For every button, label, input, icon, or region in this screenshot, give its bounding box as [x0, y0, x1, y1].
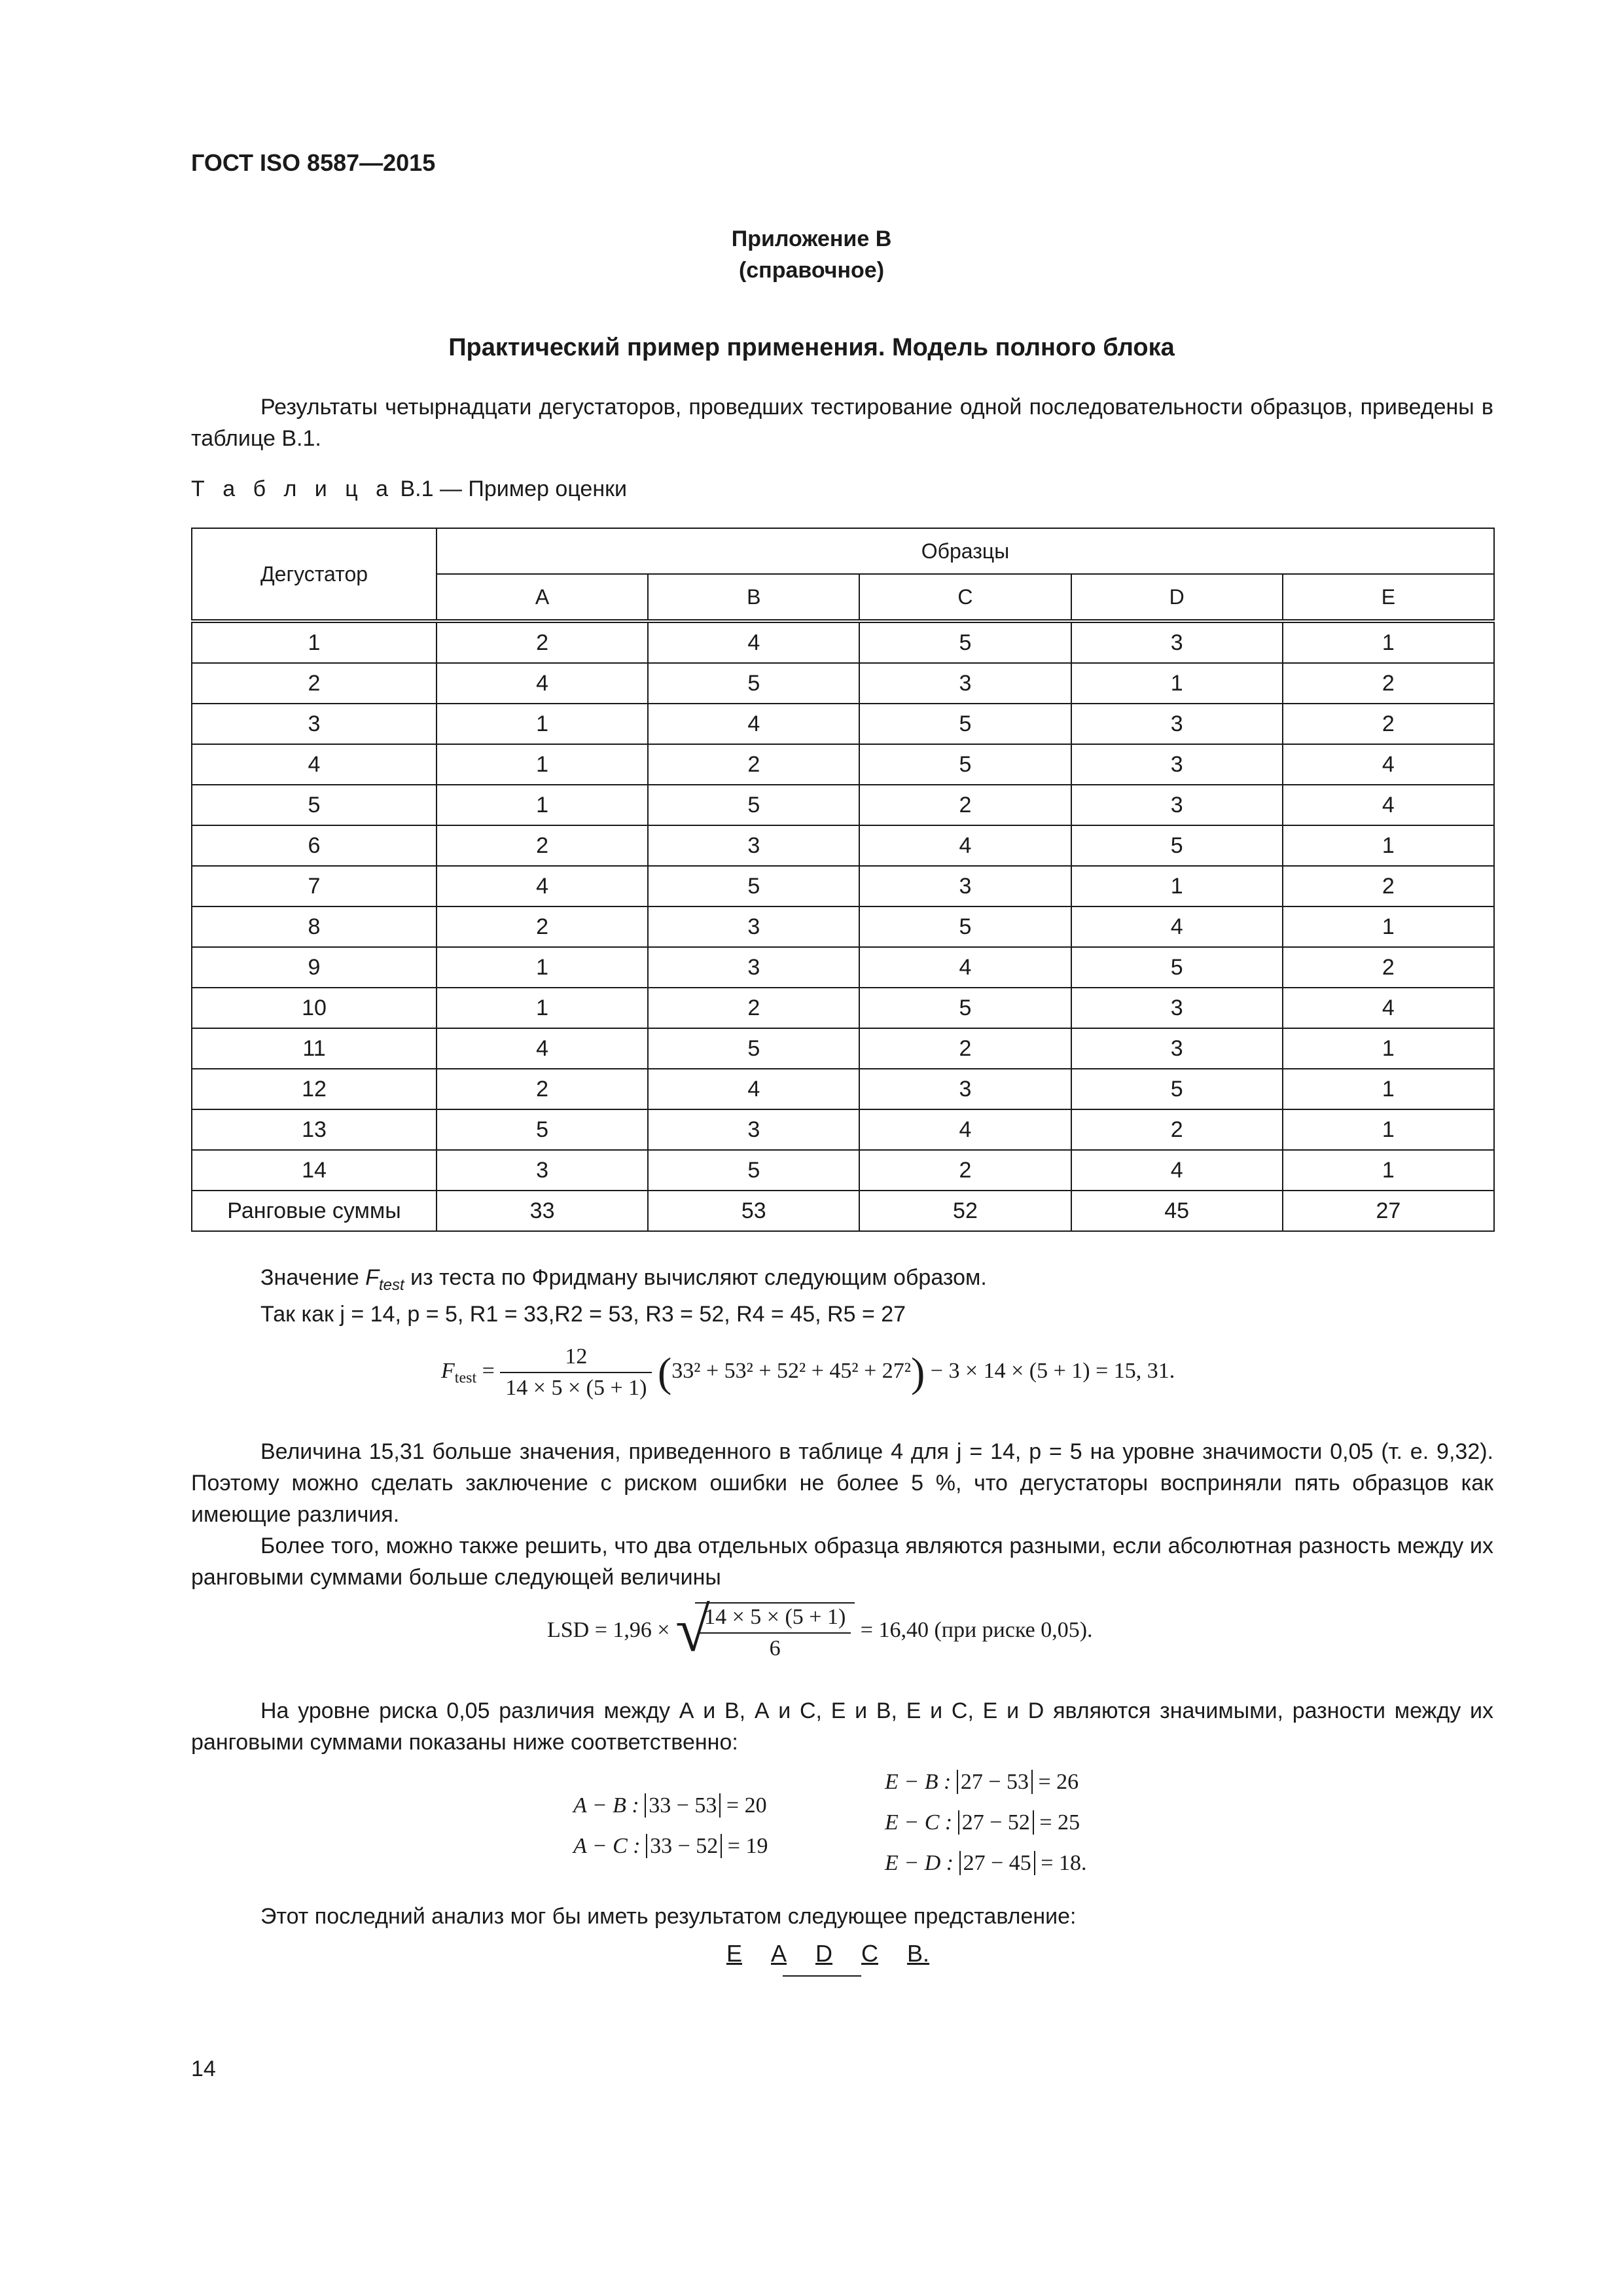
difference-result: = 19 [727, 1834, 768, 1858]
difference-line [885, 1843, 1086, 1884]
rank-cell: 1 [437, 744, 648, 785]
standard-number: ГОСТ ISO 8587—2015 [191, 149, 436, 176]
table-row [192, 621, 1494, 663]
rank-cell: 2 [1283, 866, 1494, 906]
taster-id-cell: 14 [192, 1150, 437, 1191]
table-caption-prefix: Т а б л и ц а [191, 476, 395, 501]
rank-cell: 1 [1283, 1028, 1494, 1069]
difference-result: = 18. [1041, 1851, 1087, 1875]
taster-id-cell: 2 [192, 663, 437, 704]
difference-line [573, 1785, 768, 1826]
rank-cell: 3 [1071, 1028, 1283, 1069]
rank-cell: 4 [1071, 906, 1283, 947]
annex-type: (справочное) [738, 258, 885, 283]
difference-pair: E − C : [885, 1810, 953, 1835]
rank-cell: 1 [1283, 1069, 1494, 1109]
rank-cell: 1 [1283, 1109, 1494, 1150]
formula-denominator: 14 × 5 × (5 + 1) [505, 1376, 647, 1400]
taster-id-cell: 10 [192, 988, 437, 1028]
rank-cell: 5 [1071, 947, 1283, 988]
rank-cell: 5 [859, 988, 1071, 1028]
difference-result: = 25 [1039, 1810, 1080, 1835]
differences-left [573, 1785, 768, 1867]
rank-cell: 5 [1071, 825, 1283, 866]
lsd-lhs: LSD = 1,96 × [547, 1617, 670, 1642]
rank-sum-cell: 33 [437, 1191, 648, 1231]
rank-cell: 2 [648, 988, 859, 1028]
taster-id-cell: 13 [192, 1109, 437, 1150]
rank-cell: 2 [1283, 947, 1494, 988]
table-caption-text: В.1 — Пример оценки [400, 476, 627, 501]
difference-result: = 26 [1038, 1770, 1079, 1794]
sample-header-cell: С [859, 574, 1071, 621]
rank-cell: 3 [648, 1109, 859, 1150]
rank-cell: 2 [1283, 663, 1494, 704]
rank-cell: 5 [648, 866, 859, 906]
taster-id-cell: 9 [192, 947, 437, 988]
ordering-sample: С [861, 1940, 879, 1967]
formula-numerator: 12 [500, 1344, 652, 1373]
rank-cell: 4 [1283, 744, 1494, 785]
difference-result: = 20 [726, 1793, 767, 1818]
rank-cell: 1 [1071, 663, 1283, 704]
rank-cell: 5 [859, 621, 1071, 663]
formula-lhs-symbol: F [441, 1358, 455, 1383]
rank-cell: 1 [437, 785, 648, 825]
table-row [192, 744, 1494, 785]
rank-cell: 4 [437, 866, 648, 906]
difference-pair: E − D : [885, 1851, 954, 1875]
difference-line [885, 1762, 1086, 1803]
rank-cell: 5 [648, 785, 859, 825]
taster-id-cell: 6 [192, 825, 437, 866]
taster-id-cell: 8 [192, 906, 437, 947]
parameters-line: Так как j = 14, p = 5, R1 = 33,R2 = 53, R3 = 52, R4 = 45, R5 = 27 [260, 1302, 906, 1327]
taster-column-header: Дегустатор [192, 528, 437, 621]
table-row [192, 947, 1494, 988]
rank-sum-cell: 52 [859, 1191, 1071, 1231]
rank-cell: 1 [1071, 866, 1283, 906]
rank-cell: 5 [859, 744, 1071, 785]
rank-cell: 4 [859, 1109, 1071, 1150]
page-number: 14 [191, 2056, 216, 2081]
formula-fraction [500, 1344, 652, 1401]
rank-cell: 3 [859, 663, 1071, 704]
rank-cell: 5 [859, 906, 1071, 947]
lsd-denominator: 6 [769, 1636, 781, 1660]
rank-cell: 3 [1071, 785, 1283, 825]
rank-cell: 2 [437, 1069, 648, 1109]
rank-cell: 5 [437, 1109, 648, 1150]
lsd-formula [547, 1594, 1093, 1664]
rank-cell: 2 [859, 1150, 1071, 1191]
taster-id-cell: 5 [192, 785, 437, 825]
formula-squares-sum: 33² + 53² + 52² + 45² + 27² [671, 1358, 911, 1383]
lsd-sqrt: √ $\frac{14 \times 5 \times (5 + 1)}{6}$ [675, 1602, 855, 1661]
rank-cell: 2 [437, 906, 648, 947]
taster-id-cell: 4 [192, 744, 437, 785]
rank-cell: 3 [1071, 621, 1283, 663]
rank-cell: 5 [648, 1028, 859, 1069]
ftest-subscript: test [379, 1276, 404, 1294]
ftest-intro-text-end: из теста по Фридману вычисляют следующим образом. [404, 1265, 987, 1290]
rank-sums-row [192, 1191, 1494, 1231]
rank-cell: 1 [437, 947, 648, 988]
rank-cell: 2 [859, 785, 1071, 825]
ordering-sample: Е [726, 1940, 743, 1967]
rank-cell: 1 [437, 988, 648, 1028]
table-caption [191, 476, 627, 502]
rank-cell: 4 [437, 1028, 648, 1069]
intro-paragraph: Результаты четырнадцати дегустаторов, проведших тестирование одной последовательности образцов, приведены в таблице В.1. [191, 395, 1493, 451]
lsd-rhs: = 16,40 (при риске 0,05). [860, 1617, 1093, 1642]
rank-cell: 2 [859, 1028, 1071, 1069]
difference-abs-value: 27 − 53 [957, 1770, 1033, 1794]
rank-cell: 5 [648, 1150, 859, 1191]
taster-id-cell: 1 [192, 621, 437, 663]
rank-cell: 2 [1071, 1109, 1283, 1150]
sample-header-cell: В [648, 574, 859, 621]
difference-abs-value: 27 − 52 [958, 1810, 1034, 1835]
table-row [192, 785, 1494, 825]
rank-cell: 5 [1071, 1069, 1283, 1109]
rank-cell: 4 [648, 621, 859, 663]
sample-header-cell: А [437, 574, 648, 621]
final-paragraph: Этот последний анализ мог бы иметь результатом следующее представление: [260, 1904, 1077, 1929]
sample-header-cell: D [1071, 574, 1283, 621]
ordering-sample: А [771, 1940, 787, 1967]
conclusion-paragraph-1: Величина 15,31 больше значения, приведенного в таблице 4 для j = 14, p = 5 на уровне значимости 0,05 (т. е. 9,32). Поэтому можно сделать заключение с риском ошибки не более 5 %, что дегустаторы восприняли пять образцов как имеющие различия. [191, 1439, 1493, 1527]
table-row [192, 704, 1494, 744]
rank-cell: 3 [1071, 704, 1283, 744]
table-row [192, 1069, 1494, 1109]
ordering-sample: В. [907, 1940, 930, 1967]
difference-line [573, 1826, 768, 1867]
table-row [192, 988, 1494, 1028]
rank-sum-cell: 53 [648, 1191, 859, 1231]
rank-cell: 4 [437, 663, 648, 704]
differences-right [885, 1762, 1086, 1884]
rank-cell: 5 [648, 663, 859, 704]
rank-cell: 4 [1283, 785, 1494, 825]
table-row [192, 663, 1494, 704]
ftest-intro-text: Значение [260, 1265, 366, 1290]
difference-pair: A − B : [573, 1793, 639, 1818]
difference-abs-value: 33 − 53 [645, 1793, 721, 1818]
formula-result: − 3 × 14 × (5 + 1) = 15, 31. [930, 1358, 1175, 1383]
friedman-formula: $F_{test}$ = $\frac{12}{14 \times 5 \times (5 + 1)}$ (33² + 53² + 52² + 45² + 27²) − 3 × 14 × (5 + 1) = 15, 31. [441, 1344, 1175, 1400]
rank-sum-cell: 45 [1071, 1191, 1283, 1231]
ftest-symbol: F [365, 1265, 380, 1290]
ftest-intro [191, 1262, 1493, 1301]
annex-title: Приложение В [731, 226, 892, 251]
rank-cell: 4 [859, 947, 1071, 988]
samples-column-header: Образцы [437, 528, 1494, 574]
rank-cell: 2 [437, 825, 648, 866]
sample-header-cell: Е [1283, 574, 1494, 621]
table-row [192, 1109, 1494, 1150]
rank-cell: 2 [437, 621, 648, 663]
lsd-numerator: 14 × 5 × (5 + 1) [699, 1605, 851, 1634]
rank-cell: 3 [859, 1069, 1071, 1109]
conclusion-paragraph-2: Более того, можно также решить, что два отдельных образца являются разными, если абсолютная разность между их ранговыми суммами больше следующей величины [191, 1534, 1493, 1590]
rank-cell: 1 [437, 704, 648, 744]
rank-cell: 2 [648, 744, 859, 785]
difference-line [885, 1803, 1086, 1843]
table-row [192, 825, 1494, 866]
rank-cell: 3 [648, 906, 859, 947]
ordering-sample: D [815, 1940, 833, 1967]
formula-lhs-subscript: test [454, 1369, 477, 1387]
rank-cell: 5 [859, 704, 1071, 744]
sample-ordering [726, 1940, 929, 1967]
rank-cell: 4 [648, 704, 859, 744]
rank-cell: 3 [1071, 988, 1283, 1028]
rank-cell: 1 [1283, 825, 1494, 866]
rank-cell: 1 [1283, 1150, 1494, 1191]
difference-pair: E − B : [885, 1770, 952, 1794]
table-row [192, 1150, 1494, 1191]
rank-cell: 3 [1071, 744, 1283, 785]
taster-id-cell: 3 [192, 704, 437, 744]
rank-cell: 4 [1283, 988, 1494, 1028]
table-row [192, 1028, 1494, 1069]
rank-cell: 1 [1283, 906, 1494, 947]
section-heading: Практический пример применения. Модель полного блока [448, 334, 1175, 361]
rank-cell: 4 [1071, 1150, 1283, 1191]
ranking-table [191, 528, 1495, 1232]
rank-sums-label: Ранговые суммы [192, 1191, 437, 1231]
conclusion-paragraph-3: На уровне риска 0,05 различия между А и В, А и С, Е и В, Е и С, Е и D являются значимыми, разности между их ранговыми суммами показаны ниже соответственно: [191, 1698, 1493, 1755]
rank-cell: 4 [859, 825, 1071, 866]
rank-cell: 3 [648, 947, 859, 988]
rank-cell: 3 [648, 825, 859, 866]
rank-sum-cell: 27 [1283, 1191, 1494, 1231]
difference-pair: A − C : [573, 1834, 641, 1858]
rank-cell: 1 [1283, 621, 1494, 663]
taster-id-cell: 7 [192, 866, 437, 906]
rank-cell: 3 [859, 866, 1071, 906]
rank-cell: 2 [1283, 704, 1494, 744]
rank-cell: 3 [437, 1150, 648, 1191]
table-row [192, 866, 1494, 906]
non-significant-underline [783, 1975, 861, 1977]
difference-abs-value: 27 − 45 [959, 1851, 1035, 1875]
taster-id-cell: 12 [192, 1069, 437, 1109]
taster-id-cell: 11 [192, 1028, 437, 1069]
difference-abs-value: 33 − 52 [646, 1834, 722, 1858]
table-row [192, 906, 1494, 947]
rank-cell: 4 [648, 1069, 859, 1109]
